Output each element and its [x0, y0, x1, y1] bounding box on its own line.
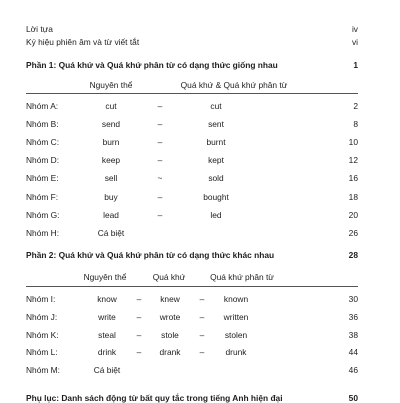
row-separator: – [199, 312, 205, 322]
front-entry-preface-label: Lời tựa [26, 24, 53, 34]
front-entry-preface-page: iv [351, 24, 358, 34]
part1-title: Phần 1: Quá khứ và Quá khứ phân từ có dạng thức giống nhau [26, 60, 278, 70]
row-past-form: burnt [206, 137, 226, 147]
row-base-form: buy [104, 192, 118, 202]
row-past-participle: stolen [224, 330, 248, 340]
row-base-form: sell [104, 173, 118, 183]
row-base-form: Cá biệt [97, 228, 125, 238]
row-group-label: Nhóm E: [26, 173, 59, 183]
row-page-number: 8 [353, 119, 358, 129]
row-past-participle: drunk [225, 347, 247, 357]
row-separator: – [136, 294, 142, 304]
row-separator: – [157, 210, 163, 220]
row-page-number: 2 [353, 101, 358, 111]
row-page-number: 38 [348, 330, 358, 340]
row-separator: – [157, 101, 163, 111]
row-group-label: Nhóm B: [26, 119, 59, 129]
row-group-label: Nhóm C: [26, 137, 60, 147]
row-page-number: 16 [348, 173, 358, 183]
row-base-form: write [98, 312, 116, 322]
row-past-form: kept [208, 155, 224, 165]
row-separator: ~ [157, 173, 163, 183]
row-past-form: sold [208, 173, 224, 183]
part1-header-past: Quá khứ & Quá khứ phân từ [180, 80, 288, 90]
row-page-number: 44 [348, 347, 358, 357]
front-entry-symbols-page: vi [351, 37, 358, 47]
row-separator: – [157, 137, 163, 147]
row-separator: – [157, 192, 163, 202]
part1-header-base: Nguyên thể [89, 80, 133, 90]
row-base-form: lead [103, 210, 119, 220]
row-past-form: bought [203, 192, 229, 202]
row-page-number: 18 [348, 192, 358, 202]
part2-header-base: Nguyên thể [83, 272, 127, 282]
appendix-page: 50 [348, 393, 358, 403]
row-base-form: know [97, 294, 117, 304]
part2-page: 28 [348, 250, 358, 260]
row-group-label: Nhóm F: [26, 192, 59, 202]
row-base-form: keep [101, 155, 121, 165]
row-past-form: cut [210, 101, 222, 111]
part2-header-rule [26, 286, 358, 287]
row-separator: – [199, 347, 205, 357]
row-base-form: cut [105, 101, 117, 111]
row-group-label: Nhóm A: [26, 101, 59, 111]
row-group-label: Nhóm M: [26, 365, 60, 375]
row-group-label: Nhóm G: [26, 210, 60, 220]
row-group-label: Nhóm D: [26, 155, 60, 165]
row-group-label: Nhóm L: [26, 347, 58, 357]
row-past-form: wrote [159, 312, 181, 322]
row-past-form: sent [208, 119, 224, 129]
row-past-participle: written [223, 312, 249, 322]
row-page-number: 30 [348, 294, 358, 304]
row-past-form: knew [160, 294, 180, 304]
row-group-label: Nhóm K: [26, 330, 59, 340]
row-past-participle: known [223, 294, 249, 304]
row-group-label: Nhóm I: [26, 294, 56, 304]
part2-header-past: Quá khứ [152, 272, 186, 282]
row-separator: – [199, 330, 205, 340]
row-page-number: 12 [348, 155, 358, 165]
row-separator: – [157, 119, 163, 129]
row-past-form: led [210, 210, 222, 220]
front-entry-symbols-label: Ký hiệu phiên âm và từ viết tắt [26, 37, 140, 47]
row-separator: – [136, 347, 142, 357]
part2-header-pp: Quá khứ phân từ [210, 272, 274, 282]
row-page-number: 36 [348, 312, 358, 322]
row-page-number: 26 [348, 228, 358, 238]
row-page-number: 10 [348, 137, 358, 147]
row-separator: – [157, 155, 163, 165]
row-group-label: Nhóm H: [26, 228, 60, 238]
part2-title: Phần 2: Quá khứ và Quá khứ phân từ có dạng thức khác nhau [26, 250, 275, 260]
row-base-form: burn [102, 137, 120, 147]
row-group-label: Nhóm J: [26, 312, 58, 322]
row-separator: – [136, 312, 142, 322]
row-base-form: send [101, 119, 121, 129]
row-base-form: steal [98, 330, 116, 340]
part1-header-rule [26, 93, 358, 94]
row-past-form: drank [159, 347, 181, 357]
row-page-number: 20 [348, 210, 358, 220]
row-separator: – [136, 330, 142, 340]
row-base-form: Cá biệt [93, 365, 121, 375]
part1-page: 1 [353, 60, 358, 70]
row-past-form: stole [161, 330, 179, 340]
row-separator: – [199, 294, 205, 304]
appendix-title: Phụ lục: Danh sách động từ bất quy tắc trong tiếng Anh hiện đại [26, 393, 283, 403]
row-page-number: 46 [348, 365, 358, 375]
row-base-form: drink [97, 347, 117, 357]
